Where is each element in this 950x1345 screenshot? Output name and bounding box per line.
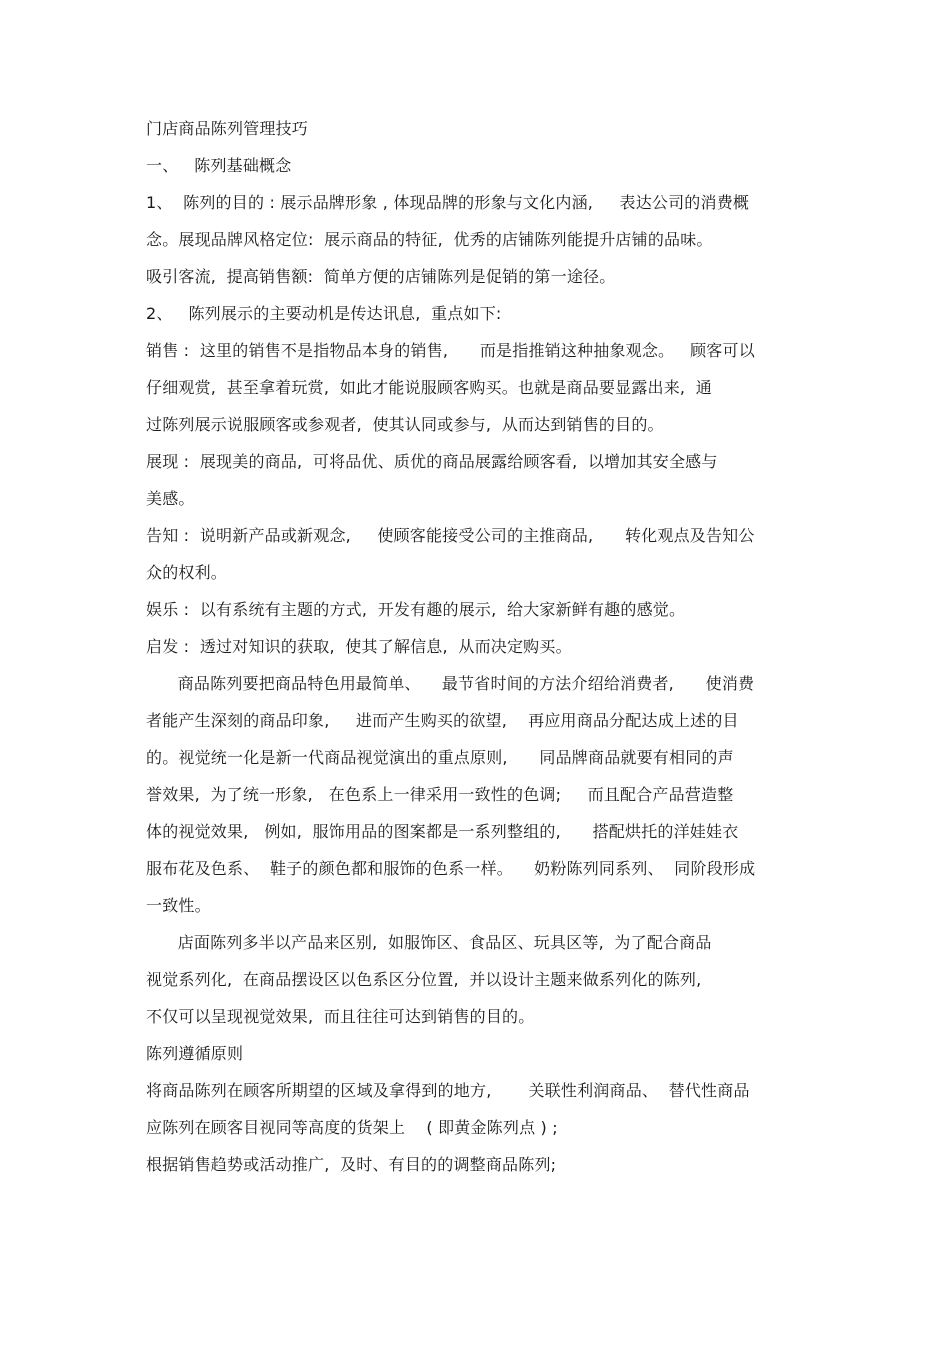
body-line: 体的视觉效果, 例如, 服饰用品的图案都是一系列整组的, 搭配烘托的洋娃娃衣	[146, 822, 739, 841]
document-title: 门店商品陈列管理技巧	[146, 119, 309, 138]
body-line: 1、 陈列的目的 : 展示品牌形象 , 体现品牌的形象与文化内涵, 表达公司的消费概	[146, 193, 750, 212]
body-line: 的。视觉统一化是新一代商品视觉演出的重点原则, 同品牌商品就要有相同的声	[146, 748, 734, 767]
body-line: 过陈列展示说服顾客或参观者, 使其认同或参与, 从而达到销售的目的。	[146, 415, 664, 434]
body-line: 不仅可以呈现视觉效果, 而且往往可达到销售的目的。	[146, 1007, 535, 1026]
body-line: 展现 : 展现美的商品, 可将品优、质优的商品展露给顾客看, 以增加其安全感与	[146, 452, 718, 471]
body-line: 念。展现品牌风格定位: 展示商品的特征, 优秀的店铺陈列能提升店铺的品味。	[146, 230, 713, 249]
body-line: 应陈列在顾客目视同等高度的货架上 ( 即黄金陈列点 ) ;	[146, 1118, 558, 1137]
body-line: 启发 : 透过对知识的获取, 使其了解信息, 从而决定购买。	[146, 637, 572, 656]
body-line: 众的权利。	[146, 563, 228, 582]
subsection-heading: 陈列遵循原则	[146, 1044, 244, 1063]
body-line: 2、 陈列展示的主要动机是传达讯息, 重点如下:	[146, 304, 502, 323]
body-line: 吸引客流, 提高销售额: 简单方便的店铺陈列是促销的第一途径。	[146, 267, 616, 286]
body-line: 仔细观赏, 甚至拿着玩赏, 如此才能说服顾客购买。也就是商品要显露出来, 通	[146, 378, 712, 397]
document-body	[146, 118, 811, 1191]
body-line: 誉效果, 为了统一形象, 在色系上一律采用一致性的色调; 而且配合产品营造整	[146, 785, 734, 804]
body-line: 根据销售趋势或活动推广, 及时、有目的的调整商品陈列;	[146, 1155, 557, 1174]
body-line: 服布花及色系、 鞋子的颜色都和服饰的色系一样。 奶粉陈列同系列、 同阶段形成	[146, 859, 756, 878]
body-line: 销售 : 这里的销售不是指物品本身的销售, 而是指推销这种抽象观念。 顾客可以	[146, 341, 755, 360]
body-line: 告知 : 说明新产品或新观念, 使顾客能接受公司的主推商品, 转化观点及告知公	[146, 526, 755, 545]
section-heading: 一、 陈列基础概念	[146, 156, 292, 175]
body-line: 娱乐 : 以有系统有主题的方式, 开发有趣的展示, 给大家新鲜有趣的感觉。	[146, 600, 686, 619]
body-line: 店面陈列多半以产品来区别, 如服饰区、食品区、玩具区等, 为了配合商品	[146, 933, 712, 952]
body-line: 者能产生深刻的商品印象, 进而产生购买的欲望, 再应用商品分配达成上述的目	[146, 711, 739, 730]
body-line: 一致性。	[146, 896, 211, 915]
body-line: 将商品陈列在顾客所期望的区域及拿得到的地方, 关联性利润商品、 替代性商品	[146, 1081, 750, 1100]
body-line: 商品陈列要把商品特色用最简单、 最节省时间的方法介绍给消费者, 使消费	[146, 674, 755, 693]
body-line: 美感。	[146, 489, 195, 508]
body-line: 视觉系列化, 在商品摆设区以色系区分位置, 并以设计主题来做系列化的陈列,	[146, 970, 702, 989]
